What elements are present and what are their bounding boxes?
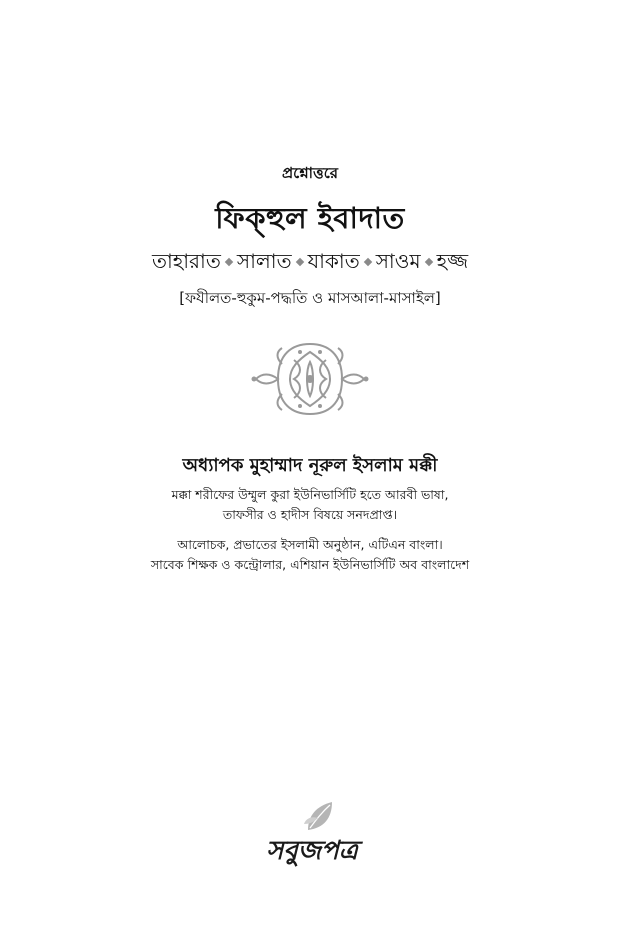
book-title: ফিক্হুল ইবাদাত: [215, 201, 405, 235]
diamond-separator: [295, 257, 303, 265]
leaf-icon: [302, 800, 338, 832]
topic-sawm: সাওম: [375, 249, 421, 273]
topics-line: [0, 247, 620, 280]
topic-salat: সালাত: [236, 249, 292, 273]
book-subtitle: [ফযীলত-হুকুম-পদ্ধতি ও মাসআলা-মাসাইল]: [179, 289, 441, 307]
publisher-name: সবুজপত্র: [266, 836, 358, 866]
author-credential-1: মক্কা শরীফের উম্মুল কুরা ইউনিভার্সিটি হতে আরবী ভাষা,: [171, 487, 449, 502]
topic-zakat: যাকাত: [307, 249, 360, 273]
topic-hajj: হজ্জ: [436, 249, 469, 273]
ornament-icon: [250, 340, 370, 418]
diamond-separator: [363, 257, 371, 265]
diamond-separator: [424, 257, 432, 265]
publisher-logo: [262, 800, 362, 878]
book-kicker: প্রশ্নোত্তরে: [281, 164, 339, 182]
author-name: অধ্যাপক মুহাম্মাদ নূরুল ইসলাম মক্কী: [182, 455, 438, 476]
author-credential-2: তাফসীর ও হাদীস বিষয়ে সনদপ্রাপ্ত।: [222, 507, 398, 522]
author-role-2: সাবেক শিক্ষক ও কন্ট্রোলার, এশিয়ান ইউনিভার্সিটি অব বাংলাদেশ: [150, 557, 470, 572]
diamond-separator: [225, 257, 233, 265]
topic-taharat: তাহারাত: [151, 249, 221, 273]
author-role-1: আলোচক, প্রভাতের ইসলামী অনুষ্ঠান, এটিএন বাংলা।: [177, 537, 443, 552]
